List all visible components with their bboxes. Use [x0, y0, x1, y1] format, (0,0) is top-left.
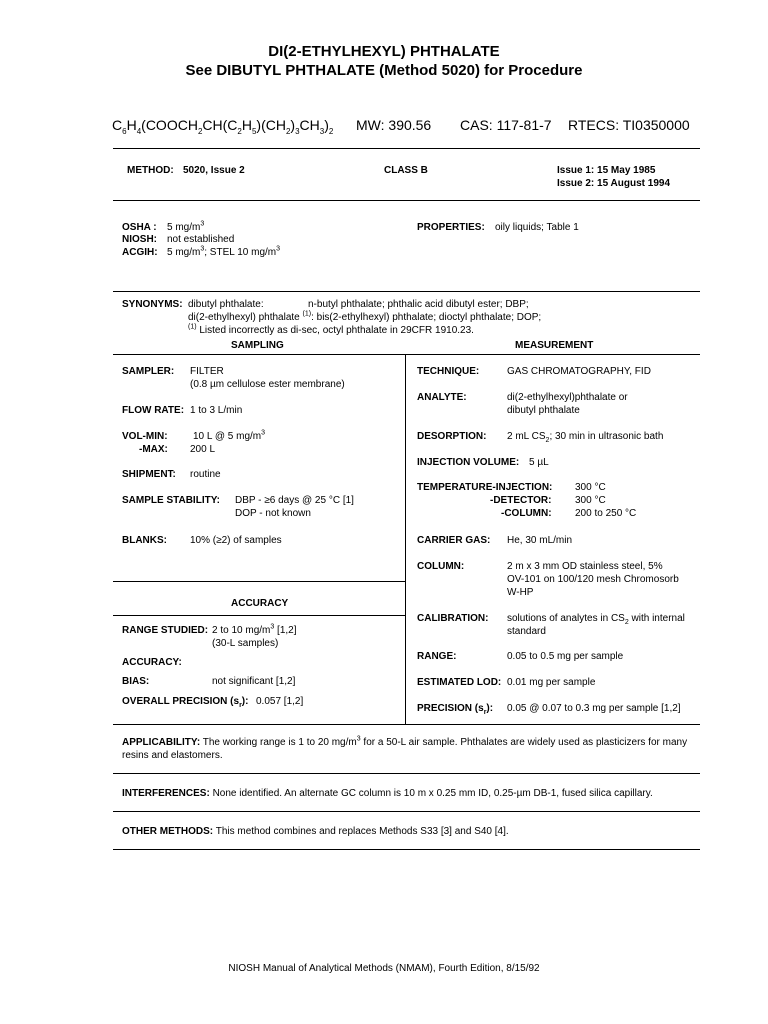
- rtecs-number: RTECS: TI0350000: [568, 117, 690, 133]
- bias-label: BIAS:: [122, 676, 150, 687]
- acgih-value: 5 $mg/m^3$; STEL 10 $mg/m^3$: [167, 245, 281, 258]
- column-value-3: W-HP: [507, 587, 534, 598]
- technique-value: GAS CHROMATOGRAPHY, FID: [507, 366, 651, 377]
- range-label: RANGE:: [417, 651, 457, 662]
- osha-label: OSHA :: [122, 222, 157, 233]
- flow-rate-label: FLOW RATE:: [122, 405, 185, 416]
- precision-value: 0.05 @ 0.07 to 0.3 mg per sample [1,2]: [507, 703, 681, 714]
- footer-text: NIOSH Manual of Analytical Methods (NMAM), Fourth Edition, 8/15/92: [228, 963, 540, 974]
- divider: [113, 148, 700, 149]
- carrier-gas-value: He, 30 mL/min: [507, 535, 573, 546]
- class-label: CLASS B: [384, 165, 428, 176]
- divider: [113, 724, 700, 725]
- shipment-label: SHIPMENT:: [122, 469, 176, 480]
- range-studied-samples: (30-L samples): [212, 638, 279, 649]
- sampler-filter-detail: (0.8 µm cellulose ester membrane): [190, 379, 345, 390]
- sample-stability-label: SAMPLE STABILITY:: [122, 495, 220, 506]
- flow-rate-value: 1 to 3 L/min: [190, 405, 243, 416]
- niosh-label: NIOSH:: [122, 234, 157, 245]
- analyte-value: di(2-ethylhexyl)phthalate or: [507, 392, 628, 403]
- column-value-1: 2 m x 3 mm OD stainless steel, 5%: [507, 561, 663, 572]
- synonyms-label: SYNONYMS:: [122, 299, 183, 310]
- synonym-dbp-values: n-butyl phthalate; phthalic acid dibutyl ester; DBP;: [308, 299, 529, 310]
- sampling-heading: SAMPLING: [231, 340, 284, 351]
- sampler-value: FILTER: [190, 366, 224, 377]
- temp-column-value: 200 to 250 °C: [575, 508, 637, 519]
- vol-max-value: 200 L: [190, 444, 216, 455]
- method-label: METHOD:: [127, 165, 174, 176]
- document-title: DI(2-ETHYLHEXYL) PHTHALATE: [268, 43, 500, 60]
- injection-volume-value: 5 µL: [529, 457, 549, 468]
- precision-label: PRECISION $(s_r)$:: [417, 703, 494, 716]
- applicability: APPLICABILITY: The working range is 1 to 20 $mg/m^3$ for a 50-L air sample. Phthalates are widely used as plasticizers for many: [122, 735, 688, 748]
- sample-stability-dbp: DBP - ≥6 days @ 25 °C [1]: [235, 495, 354, 506]
- temp-detector-value: 300 °C: [575, 495, 606, 506]
- column-label: COLUMN:: [417, 561, 465, 572]
- overall-precision-label: OVERALL PRECISION $(s_r)$:: [122, 696, 249, 709]
- applicability-line-2: resins and elastomers.: [122, 750, 223, 761]
- calibration-value-2: standard: [507, 626, 546, 637]
- synonym-dop: di(2-ethylhexyl) phthalate $^{(1)}$: bis(2-ethylhexyl) phthalate; dioctyl phthalate; DOP;: [188, 310, 542, 323]
- divider: [113, 200, 700, 201]
- column-divider: [405, 354, 406, 724]
- blanks-label: BLANKS:: [122, 535, 167, 546]
- molecular-weight: MW: 390.56: [356, 117, 432, 133]
- column-value-2: OV-101 on 100/120 mesh Chromosorb: [507, 574, 679, 585]
- vol-min-value: 10 L @ 5 $mg/m^3$: [193, 429, 266, 442]
- divider: [113, 773, 700, 774]
- accuracy-label: ACCURACY:: [122, 657, 182, 668]
- divider: [113, 581, 405, 582]
- measurement-heading: MEASUREMENT: [515, 340, 594, 351]
- cas-number: CAS: 117-81-7: [460, 117, 552, 133]
- synonym-footnote: $^{(1)}$ Listed incorrectly as di-sec, octyl phthalate in 29CFR 1910.23.: [188, 323, 474, 336]
- divider: [113, 354, 700, 355]
- calibration-label: CALIBRATION:: [417, 613, 489, 624]
- desorption-value: 2 mL $CS_2$; 30 min in ultrasonic bath: [507, 431, 664, 444]
- calibration-value: solutions of analytes in $CS_2$ with internal: [507, 613, 685, 626]
- injection-volume-label: INJECTION VOLUME:: [417, 457, 520, 468]
- sample-stability-dop: DOP - not known: [235, 508, 311, 519]
- analyte-label: ANALYTE:: [417, 392, 467, 403]
- issue-2: Issue 2: 15 August 1994: [557, 178, 671, 189]
- niosh-value: not established: [167, 234, 235, 245]
- temp-injection-label: TEMPERATURE-INJECTION:: [417, 482, 553, 493]
- range-studied-label: RANGE STUDIED:: [122, 625, 209, 636]
- shipment-value: routine: [190, 469, 221, 480]
- accuracy-heading: ACCURACY: [231, 598, 289, 609]
- divider: [113, 849, 700, 850]
- chemical-formula: $C_6H_4(COOCH_2CH(C_2H_5)(CH_2)_3CH_3)_2$: [112, 117, 334, 136]
- vol-min-label: VOL-MIN:: [122, 431, 168, 442]
- properties-value: oily liquids; Table 1: [495, 222, 579, 233]
- osha-value: 5 $mg/m^3$: [167, 220, 205, 233]
- divider: [113, 811, 700, 812]
- estimated-lod-value: 0.01 mg per sample: [507, 677, 596, 688]
- properties-label: PROPERTIES:: [417, 222, 485, 233]
- acgih-label: ACGIH:: [122, 247, 158, 258]
- technique-label: TECHNIQUE:: [417, 366, 480, 377]
- desorption-label: DESORPTION:: [417, 431, 487, 442]
- divider: [113, 291, 700, 292]
- blanks-value: 10% (≥2) of samples: [190, 535, 282, 546]
- document-subtitle: See DIBUTYL PHTHALATE (Method 5020) for Procedure: [185, 62, 583, 79]
- sampler-label: SAMPLER:: [122, 366, 175, 377]
- overall-precision-value: 0.057 [1,2]: [256, 696, 304, 707]
- bias-value: not significant [1,2]: [212, 676, 296, 687]
- divider: [113, 615, 405, 616]
- synonym-dbp-label: dibutyl phthalate:: [188, 299, 264, 310]
- range-value: 0.05 to 0.5 mg per sample: [507, 651, 624, 662]
- vol-max-label: -MAX:: [139, 444, 168, 455]
- issue-1: Issue 1: 15 May 1985: [557, 165, 656, 176]
- carrier-gas-label: CARRIER GAS:: [417, 535, 491, 546]
- temp-detector-label: -DETECTOR:: [490, 495, 552, 506]
- other-methods: OTHER METHODS: This method combines and replaces Methods S33 [3] and S40 [4].: [122, 826, 509, 837]
- estimated-lod-label: ESTIMATED LOD:: [417, 677, 502, 688]
- temp-column-label: -COLUMN:: [501, 508, 552, 519]
- range-studied-value: 2 to 10 $mg/m^3$ [1,2]: [212, 623, 297, 636]
- method-value: 5020, Issue 2: [183, 165, 245, 176]
- temp-injection-value: 300 °C: [575, 482, 606, 493]
- interferences: INTERFERENCES: None identified. An alternate GC column is 10 m x 0.25 mm ID, 0.25-µm DB-1, fused silica capillary.: [122, 788, 653, 799]
- analyte-value-2: dibutyl phthalate: [507, 405, 580, 416]
